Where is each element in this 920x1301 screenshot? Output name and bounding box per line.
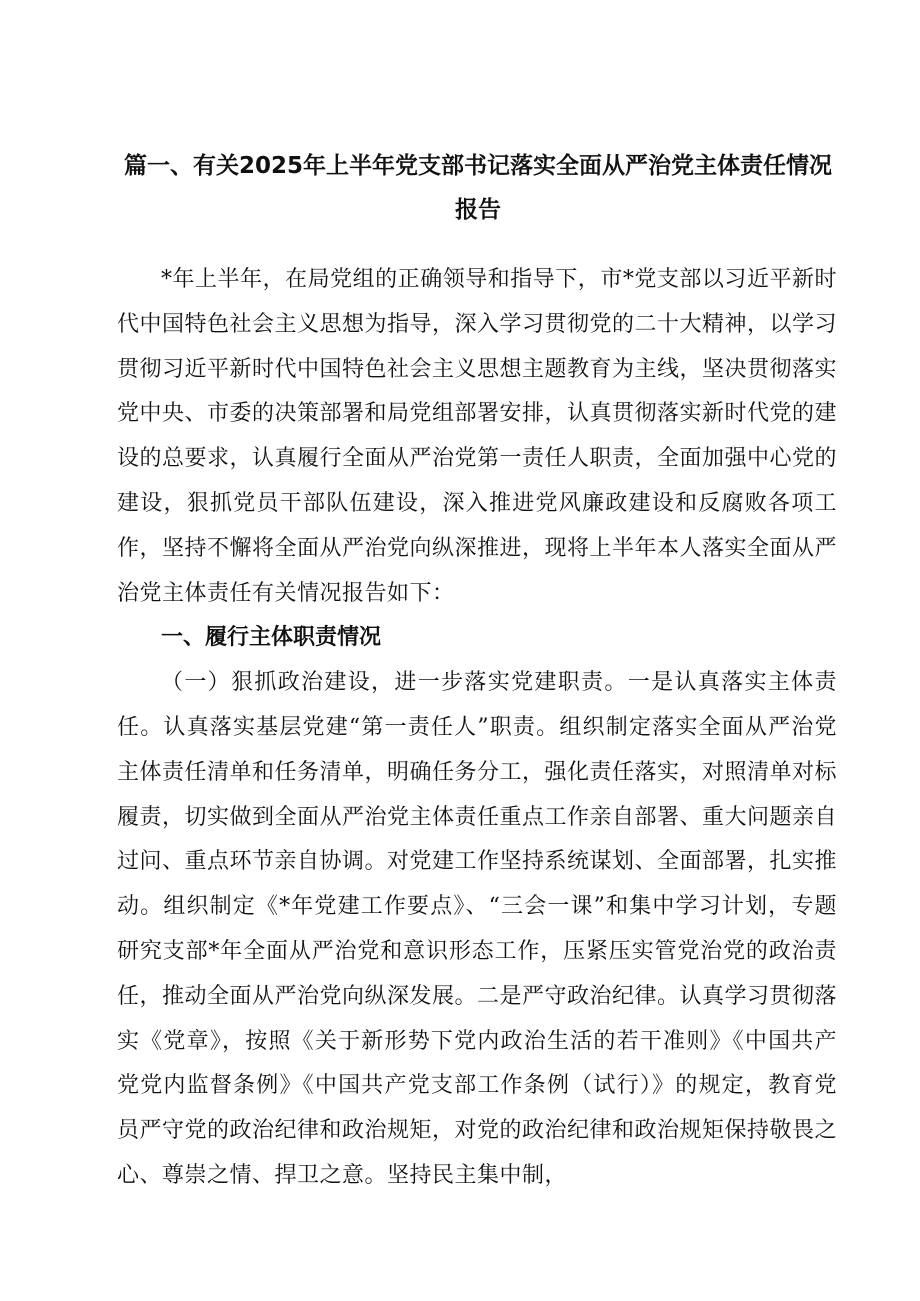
document-body — [117, 258, 837, 1199]
section-paragraph: （一）狠抓政治建设，进一步落实党建职责。一是认真落实主体责任。认真落实基层党建“第一责任人”职责。组织制定落实全面从严治党主体责任清单和任务清单，明确任务分工，强化责任落实，对照清单对标履责，切实做到全面从严治党主体责任重点工作亲自部署、重大问题亲自过问、重点环节亲自协调。对党建工作坚持系统谋划、全面部署，扎实推动。组织制定《*年党建工作要点》、“三会一课”和集中学习计划，专题研究支部*年全面从严治党和意识形态工作，压紧压实管党治党的政治责任，推动全面从严治党向纵深发展。二是严守政治纪律。认真学习贯彻落实《党章》，按照《关于新形势下党内政治生活的若干准则》《中国共产党党内监督条例》《中国共产党支部工作条例（试行）》的规定，教育党员严守党的政治纪律和政治规矩，对党的政治纪律和政治规矩保持敬畏之心、尊崇之情、捍卫之意。坚持民主集中制， — [117, 670, 838, 1188]
intro-paragraph: *年上半年，在局党组的正确领导和指导下，市*党支部以习近平新时代中国特色社会主义思想为指导，深入学习贯彻党的二十大精神，以学习贯彻习近平新时代中国特色社会主义思想主题教育为主线，坚决贯彻落实党中央、市委的决策部署和局党组部署安排，认真贯彻落实新时代党的建设的总要求，认真履行全面从严治党第一责任人职责，全面加强中心党的建设，狠抓党员干部队伍建设，深入推进党风廉政建设和反腐败各项工作，坚持不懈将全面从严治党向纵深推进，现将上半年本人落实全面从严治党主体责任有关情况报告如下： — [117, 267, 838, 606]
document-title: 篇一、有关2025年上半年党支部书记落实全面从严治党主体责任情况报告 — [123, 153, 832, 223]
section-heading: 一、履行主体职责情况 — [161, 625, 382, 651]
